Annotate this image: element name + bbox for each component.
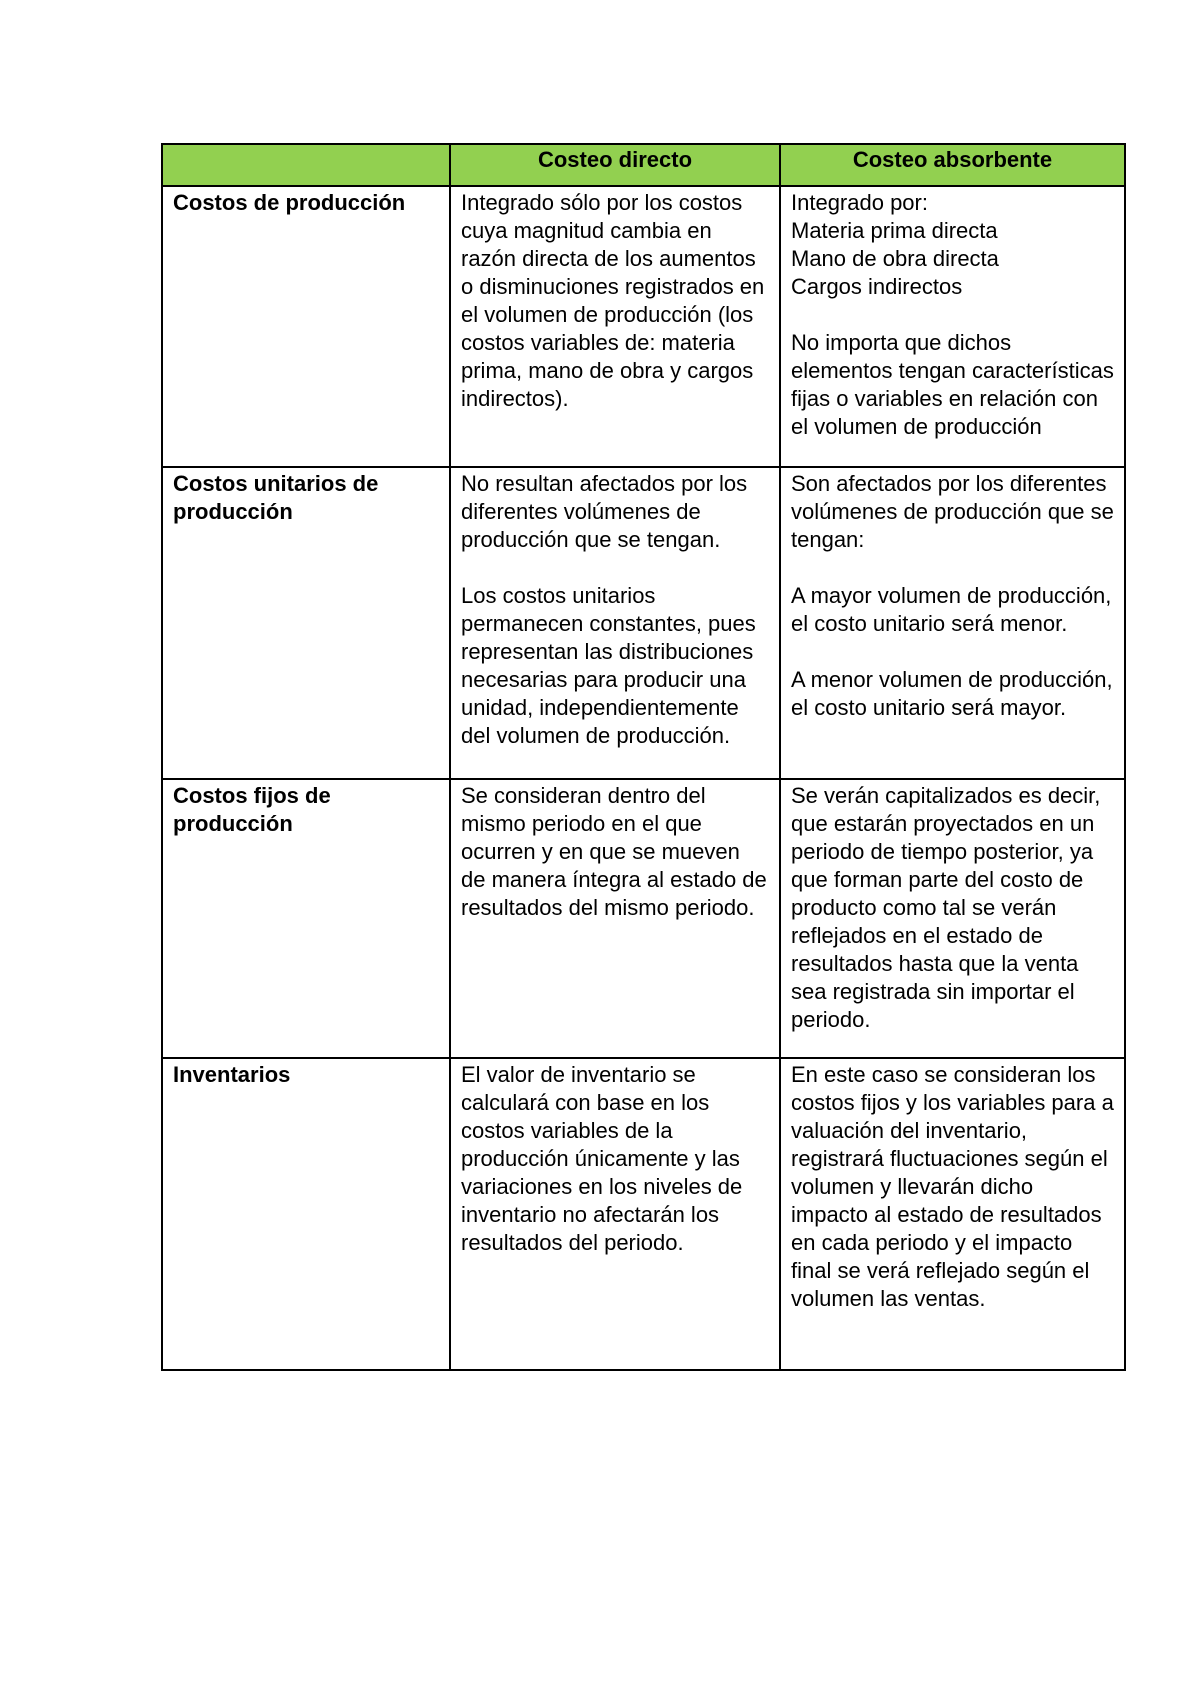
cell-line: Materia prima directa [791, 218, 998, 243]
cell-directo-inventarios [450, 1058, 780, 1370]
cell-paragraph: En este caso se consideran los costos fijos y los variables para a valuación del inventario, registrará fluctuaciones según el volumen y llevarán dicho impacto al estado de resultados en cada periodo y el impacto final se verá reflejado según el volumen las ventas. [791, 1062, 1114, 1311]
cell-paragraph: Se consideran dentro del mismo periodo en el que ocurren y en que se mueven de manera íntegra al estado de resultados del mismo periodo. [461, 783, 767, 920]
paragraph-gap [461, 554, 769, 582]
cell-paragraph: Se verán capitalizados es decir, que estarán proyectados en un periodo de tiempo posterior, ya que forman parte del costo de producto como tal se verán reflejados en el estado de resultados hasta que la venta sea registrada sin importar el periodo. [791, 783, 1101, 1032]
cell-paragraph: No resultan afectados por los diferentes volúmenes de producción que se tengan. [461, 471, 748, 552]
cell-absorbente-inventarios [780, 1058, 1125, 1370]
cell-directo-costos-fijos [450, 779, 780, 1058]
row-label-inventarios: Inventarios [162, 1058, 450, 1370]
comparison-table [161, 143, 1126, 1371]
cell-paragraph: Son afectados por los diferentes volúmenes de producción que se tengan: [791, 471, 1114, 552]
table-row [162, 467, 1125, 779]
row-label-costos-unitarios: Costos unitarios de producción [162, 467, 450, 779]
cell-paragraph: A menor volumen de producción, el costo unitario será mayor. [791, 667, 1113, 720]
cell-paragraph: A mayor volumen de producción, el costo unitario será menor. [791, 583, 1112, 636]
cell-line: Cargos indirectos [791, 274, 963, 299]
cell-paragraph: No importa que dichos elementos tengan características fijas o variables en relación con el volumen de producción [791, 330, 1114, 439]
table-row [162, 1058, 1125, 1370]
cell-directo-costos-unitarios [450, 467, 780, 779]
row-label-costos-produccion: Costos de producción [162, 186, 450, 467]
cell-absorbente-costos-unitarios [780, 467, 1125, 779]
header-empty-cell [162, 144, 450, 186]
cell-line: Integrado por: [791, 190, 928, 215]
cell-directo-costos-produccion [450, 186, 780, 467]
header-costeo-absorbente: Costeo absorbente [780, 144, 1125, 186]
cell-line: Mano de obra directa [791, 246, 999, 271]
table-header-row [162, 144, 1125, 186]
table-row [162, 186, 1125, 467]
cell-paragraph: El valor de inventario se calculará con base en los costos variables de la producción únicamente y las variaciones en los niveles de inventario no afectarán los resultados del periodo. [461, 1062, 743, 1255]
cell-paragraph: Integrado sólo por los costos cuya magnitud cambia en razón directa de los aumentos o disminuciones registrados en el volumen de producción (los costos variables de: materia prima, mano de obra y cargos indirectos). [461, 190, 765, 411]
cell-paragraph: Los costos unitarios permanecen constantes, pues representan las distribuciones necesarias para producir una unidad, independientemente del volumen de producción. [461, 583, 756, 748]
paragraph-gap [791, 638, 1114, 666]
header-costeo-directo: Costeo directo [450, 144, 780, 186]
paragraph-gap [791, 554, 1114, 582]
paragraph-gap [791, 301, 1114, 329]
row-label-costos-fijos: Costos fijos de producción [162, 779, 450, 1058]
cell-absorbente-costos-fijos [780, 779, 1125, 1058]
cell-absorbente-costos-produccion [780, 186, 1125, 467]
table-row [162, 779, 1125, 1058]
